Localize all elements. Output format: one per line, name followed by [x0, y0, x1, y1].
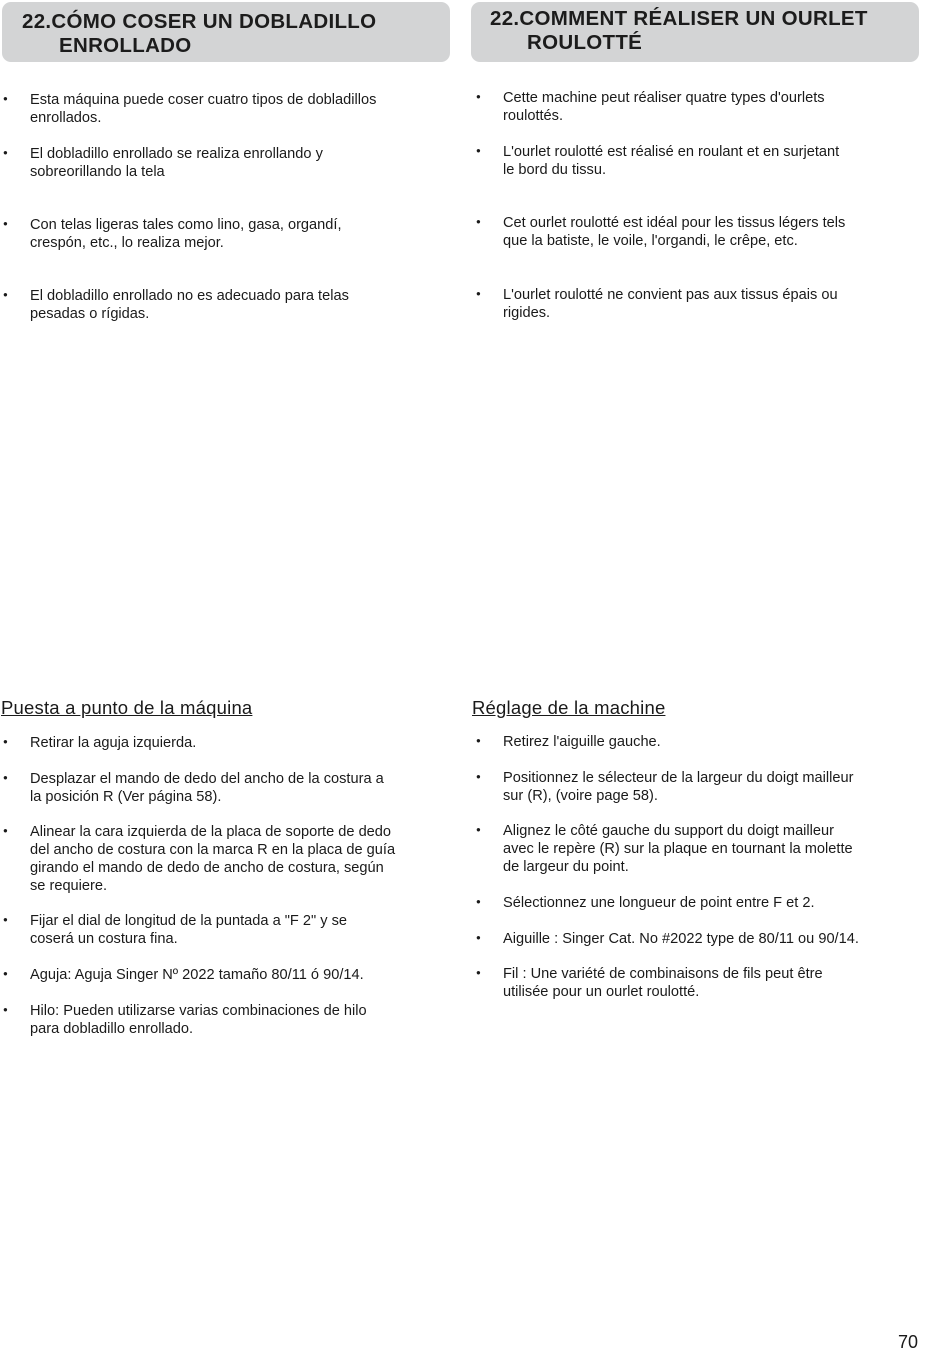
setup-bullet-fr-2: ● Positionnez le sélecteur de la largeur du doigt mailleur sur (R), (voire page 58).: [503, 769, 927, 805]
section-title-es-line1: 22.CÓMO COSER UN DOBLADILLO: [22, 10, 377, 33]
setup-bullet-fr-5: ● Aiguille : Singer Cat. No #2022 type de 80/11 ou 90/14.: [503, 930, 927, 948]
setup-bullet-es-2: ● Desplazar el mando de dedo del ancho de la costura a la posición R (Ver página 58).: [30, 770, 460, 806]
section-title-fr: [490, 7, 919, 55]
section-title-fr-line2: ROULOTTÉ: [527, 31, 643, 54]
setup-bullet-fr-4: ● Sélectionnez une longueur de point entre F et 2.: [503, 894, 927, 912]
intro-bullet-es-4: ● El dobladillo enrollado no es adecuado para telas pesadas o rígidas.: [30, 287, 460, 323]
intro-bullet-es-3: ● Con telas ligeras tales como lino, gasa, organdí, crespón, etc., lo realiza mejor.: [30, 216, 460, 252]
setup-bullet-fr-3: ● Alignez le côté gauche du support du doigt mailleur avec le repère (R) sur la plaque en tournant la molette de largeur du point.: [503, 822, 927, 876]
setup-bullet-es-6: ● Hilo: Pueden utilizarse varias combinaciones de hilo para dobladillo enrollado.: [30, 1002, 460, 1038]
intro-bullet-fr-3: ● Cet ourlet roulotté est idéal pour les tissus légers tels que la batiste, le voile, l'organdi, le crêpe, etc.: [503, 214, 927, 250]
spanish-column: [0, 0, 460, 1350]
intro-bullet-es-1: ● Esta máquina puede coser cuatro tipos de dobladillos enrollados.: [30, 91, 460, 127]
setup-heading-fr: Réglage de la machine: [472, 697, 666, 718]
setup-bullet-es-4: ● Fijar el dial de longitud de la puntada a "F 2" y se coserá un costura fina.: [30, 912, 460, 948]
setup-bullet-es-5: ● Aguja: Aguja Singer Nº 2022 tamaño 80/11 ó 90/14.: [30, 966, 460, 984]
setup-bullet-es-3: ● Alinear la cara izquierda de la placa de soporte de dedo del ancho de costura con la marca R en la placa de guía girando el mando de dedo de ancho de costura, según se requiere.: [30, 823, 460, 895]
setup-bullet-es-1: ● Retirar la aguja izquierda.: [30, 734, 460, 752]
intro-bullet-fr-4: ● L'ourlet roulotté ne convient pas aux tissus épais ou rigides.: [503, 286, 927, 322]
section-title-es: [22, 10, 450, 58]
setup-bullet-fr-1: ● Retirez l'aiguille gauche.: [503, 733, 927, 751]
section-title-fr-line1: 22.COMMENT RÉALISER UN OURLET: [490, 7, 868, 30]
page-number: 70: [898, 1332, 919, 1352]
intro-bullet-es-2: ● El dobladillo enrollado se realiza enrollando y sobreorillando la tela: [30, 145, 460, 181]
section-title-box-es: [2, 2, 450, 62]
intro-bullet-fr-1: ● Cette machine peut réaliser quatre types d'ourlets roulottés.: [503, 89, 927, 125]
section-title-es-line2: ENROLLADO: [59, 34, 192, 57]
setup-heading-es: Puesta a punto de la máquina: [1, 697, 253, 718]
french-column: [471, 0, 927, 1350]
setup-bullet-fr-6: ● Fil : Une variété de combinaisons de fils peut être utilisée pour un ourlet roulotté.: [503, 965, 927, 1001]
section-title-box-fr: [471, 2, 919, 62]
intro-bullet-fr-2: ● L'ourlet roulotté est réalisé en roulant et en surjetant le bord du tissu.: [503, 143, 927, 179]
